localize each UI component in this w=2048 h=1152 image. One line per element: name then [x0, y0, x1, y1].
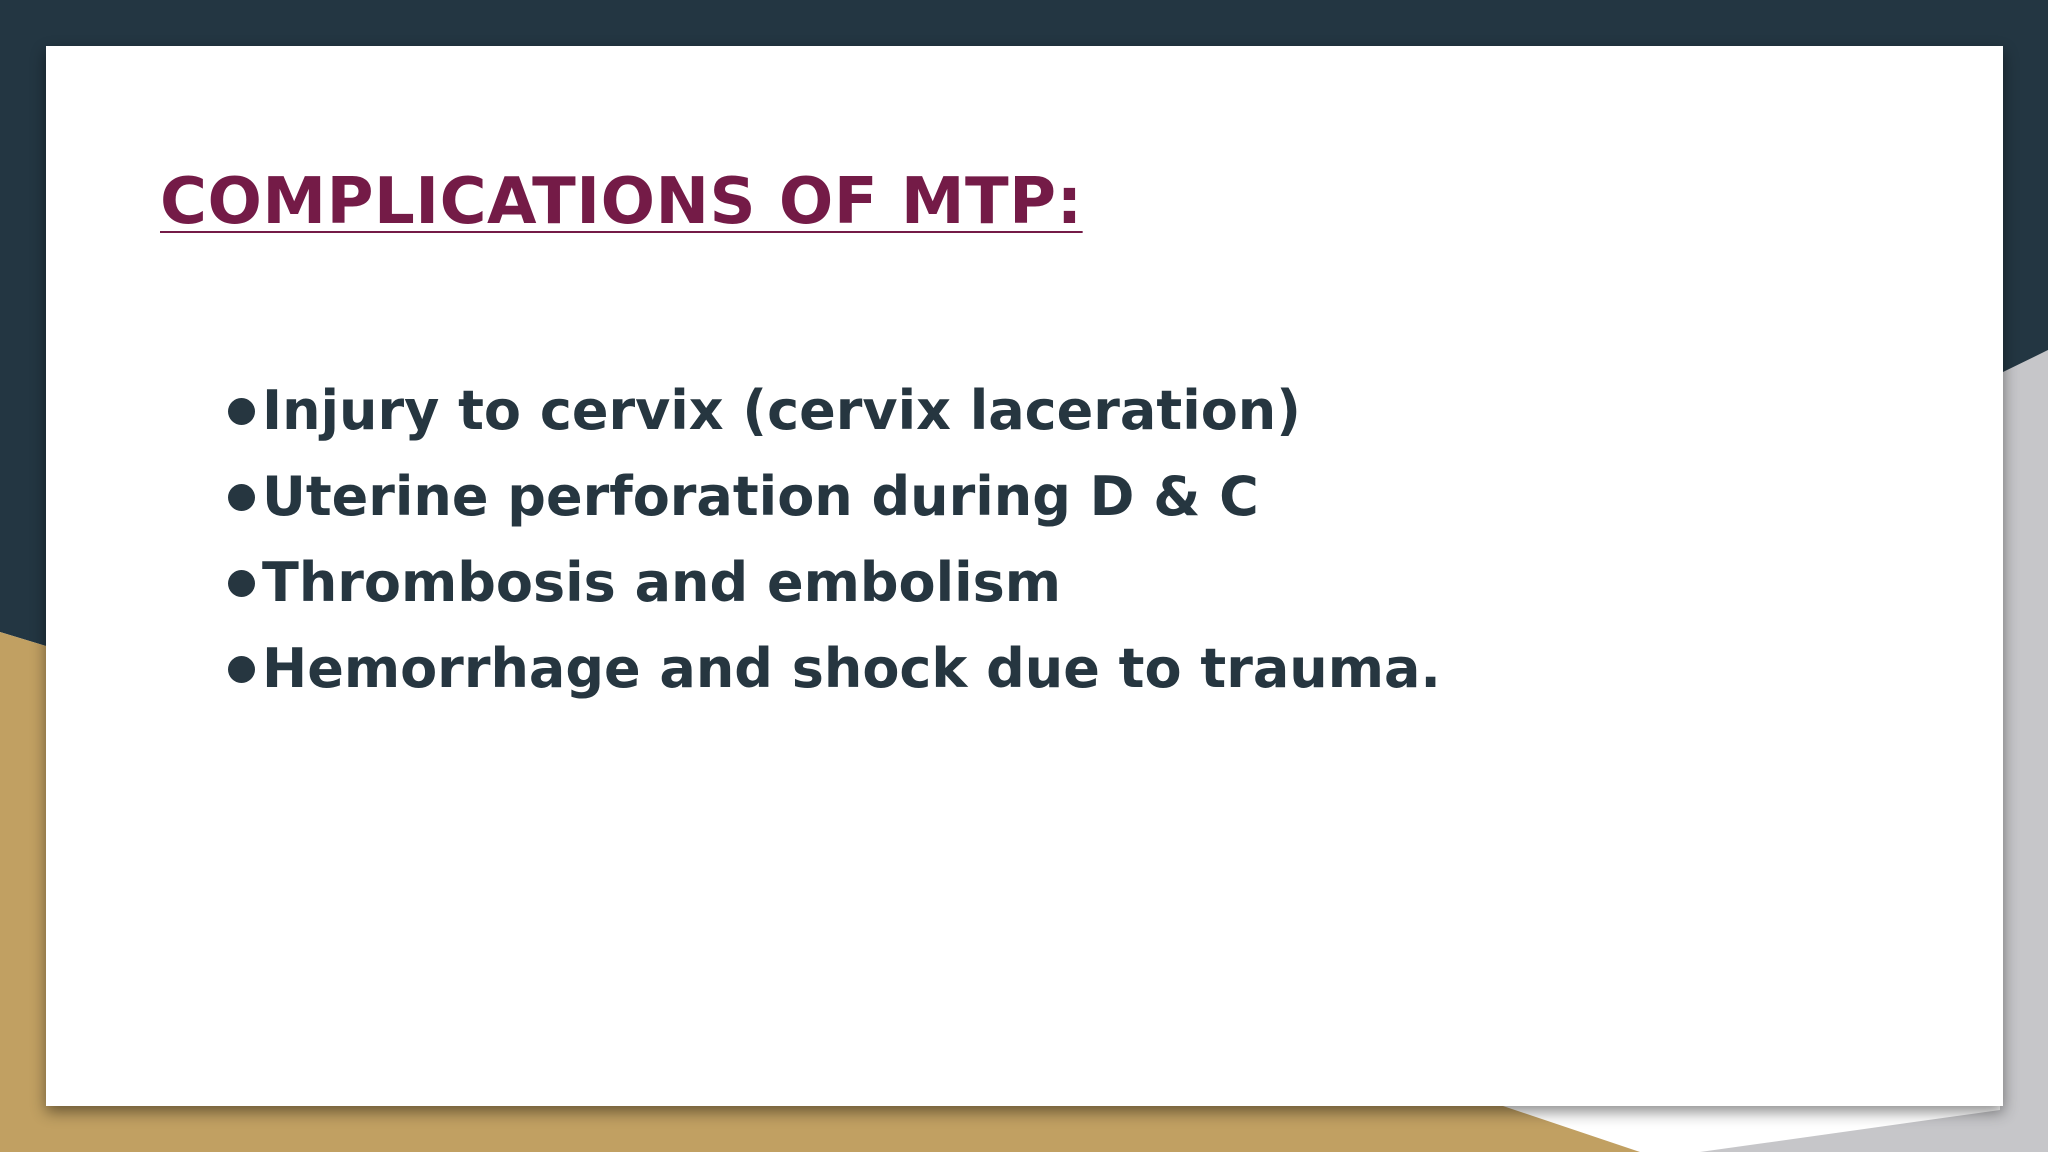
- bullet-dot-icon: [228, 484, 255, 511]
- bullet-text: Hemorrhage and shock due to trauma.: [262, 637, 1441, 700]
- list-item: [160, 540, 1441, 626]
- bullet-text: Thrombosis and embolism: [262, 551, 1062, 614]
- list-item: [160, 626, 1441, 712]
- bullet-dot-icon: [228, 570, 255, 597]
- bullet-text: Uterine perforation during D & C: [262, 465, 1259, 528]
- bullet-list: [160, 368, 1441, 712]
- slide-title: COMPLICATIONS OF MTP:: [160, 165, 1083, 239]
- list-item: [160, 368, 1441, 454]
- bullet-text: Injury to cervix (cervix laceration): [262, 379, 1301, 442]
- bullet-dot-icon: [228, 398, 255, 425]
- bullet-dot-icon: [228, 656, 255, 683]
- list-item: [160, 454, 1441, 540]
